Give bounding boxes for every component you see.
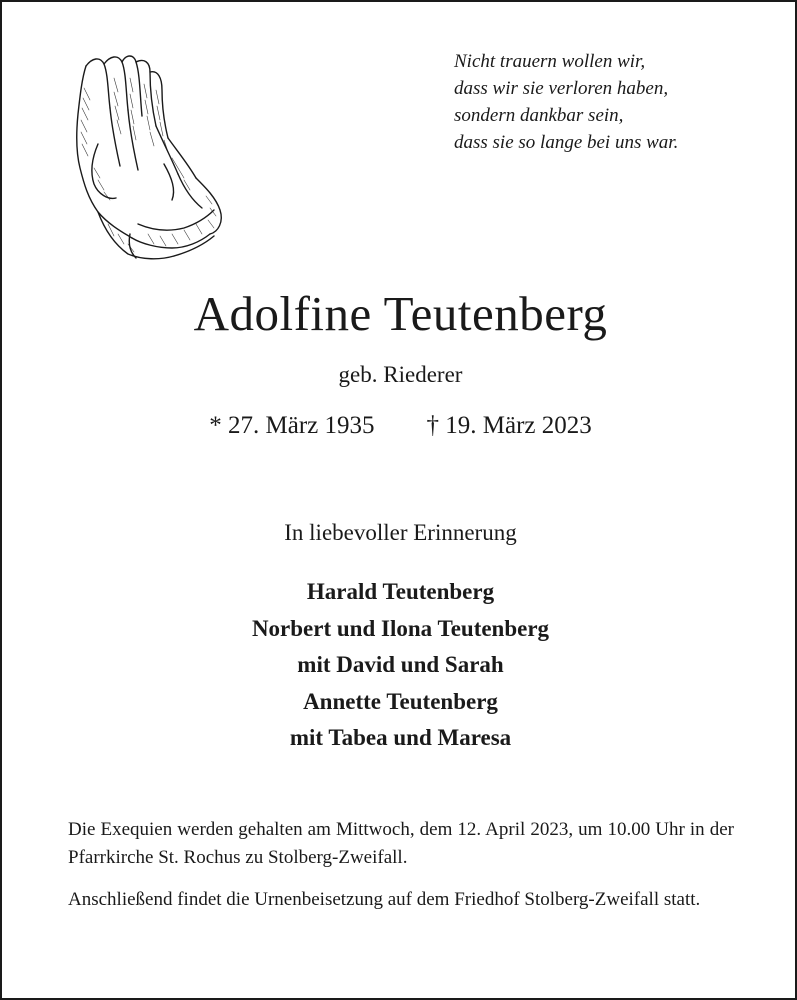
mourner: mit David und Sarah — [297, 652, 504, 677]
poem — [454, 48, 774, 156]
praying-hands-icon — [68, 48, 228, 262]
mourner: mit Tabea und Maresa — [289, 725, 512, 750]
burial-paragraph: Anschließend findet die Urnenbeisetzung auf dem Friedhof Stolberg-Zweifall statt. — [68, 889, 701, 910]
poem-line: dass sie so lange bei uns war. — [454, 132, 679, 153]
birth-date: * 27. März 1935 — [209, 412, 375, 439]
poem-line: Nicht trauern wollen wir, — [454, 51, 646, 72]
memory-line: In liebevoller Erinnerung — [284, 520, 517, 545]
service-paragraph: Die Exequien werden gehalten am Mittwoch, dem 12. April 2023, um 10.00 Uhr in der Pfarrkirche St. Rochus zu Stolberg-Zweifall. — [68, 819, 734, 868]
poem-line: dass wir sie verloren haben, — [454, 78, 669, 99]
mourner: Harald Teutenberg — [306, 579, 495, 604]
service-info — [68, 816, 734, 928]
mourner: Norbert und Ilona Teutenberg — [251, 615, 550, 641]
death-date: † 19. März 2023 — [426, 412, 592, 439]
deceased-name: Adolfine Teutenberg — [193, 286, 608, 341]
life-dates — [2, 410, 797, 442]
mourners-list — [2, 574, 797, 757]
mourner: Annette Teutenberg — [303, 688, 498, 714]
maiden-name: geb. Riederer — [338, 362, 463, 387]
poem-line: sondern dankbar sein, — [454, 105, 624, 126]
